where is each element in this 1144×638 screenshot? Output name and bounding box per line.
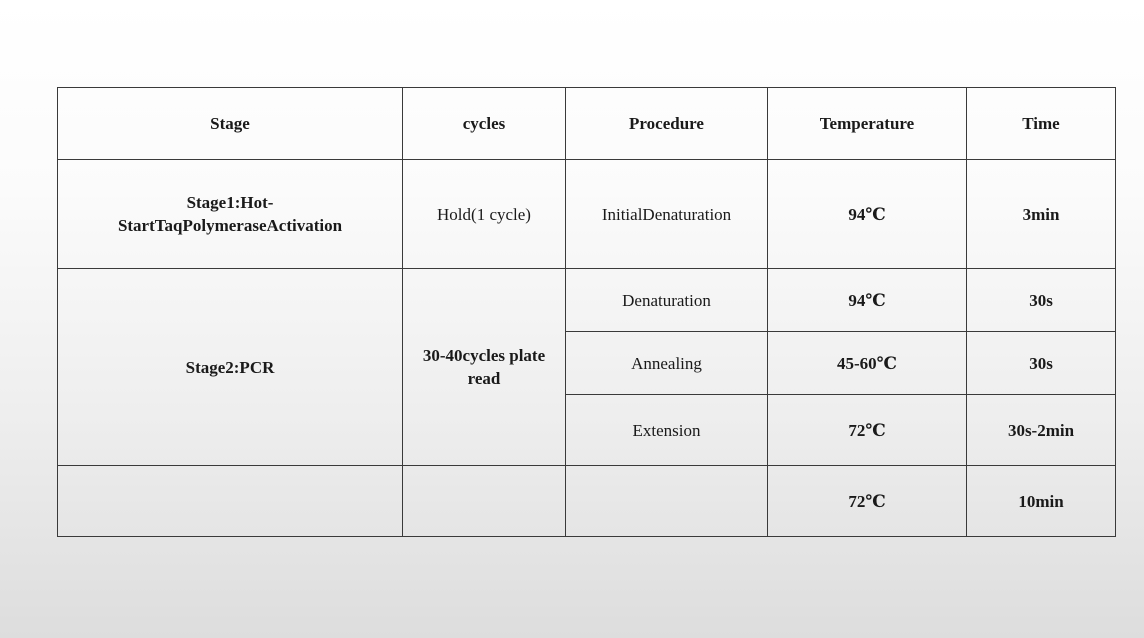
time-cell: 10min xyxy=(967,466,1116,537)
header-time: Time xyxy=(967,88,1116,160)
pcr-protocol-table xyxy=(57,87,1116,537)
cycles-line: read xyxy=(467,369,501,388)
table-row xyxy=(58,466,1116,537)
stage-line: Stage1:Hot- xyxy=(186,193,274,212)
header-temperature: Temperature xyxy=(768,88,967,160)
temperature-cell: 45-60℃ xyxy=(768,332,967,395)
temperature-cell: 72℃ xyxy=(768,466,967,537)
cycles-cell xyxy=(403,269,566,466)
time-cell: 30s-2min xyxy=(967,395,1116,466)
time-cell: 30s xyxy=(967,269,1116,332)
procedure-cell: Extension xyxy=(566,395,768,466)
stage-cell xyxy=(58,160,403,269)
time-cell: 3min xyxy=(967,160,1116,269)
stage-line: StartTaqPolymeraseActivation xyxy=(117,216,343,235)
header-procedure: Procedure xyxy=(566,88,768,160)
cycles-cell: Hold(1 cycle) xyxy=(403,160,566,269)
stage-cell: Stage2:PCR xyxy=(58,269,403,466)
header-cycles: cycles xyxy=(403,88,566,160)
table-row xyxy=(58,269,1116,332)
table-header-row xyxy=(58,88,1116,160)
cycles-cell xyxy=(403,466,566,537)
cycles-line: 30-40cycles plate xyxy=(422,346,546,365)
procedure-cell: Denaturation xyxy=(566,269,768,332)
header-stage: Stage xyxy=(58,88,403,160)
procedure-cell xyxy=(566,466,768,537)
temperature-cell: 94℃ xyxy=(768,269,967,332)
temperature-cell: 94℃ xyxy=(768,160,967,269)
stage-cell xyxy=(58,466,403,537)
time-cell: 30s xyxy=(967,332,1116,395)
procedure-cell: InitialDenaturation xyxy=(566,160,768,269)
table-row xyxy=(58,160,1116,269)
procedure-cell: Annealing xyxy=(566,332,768,395)
temperature-cell: 72℃ xyxy=(768,395,967,466)
